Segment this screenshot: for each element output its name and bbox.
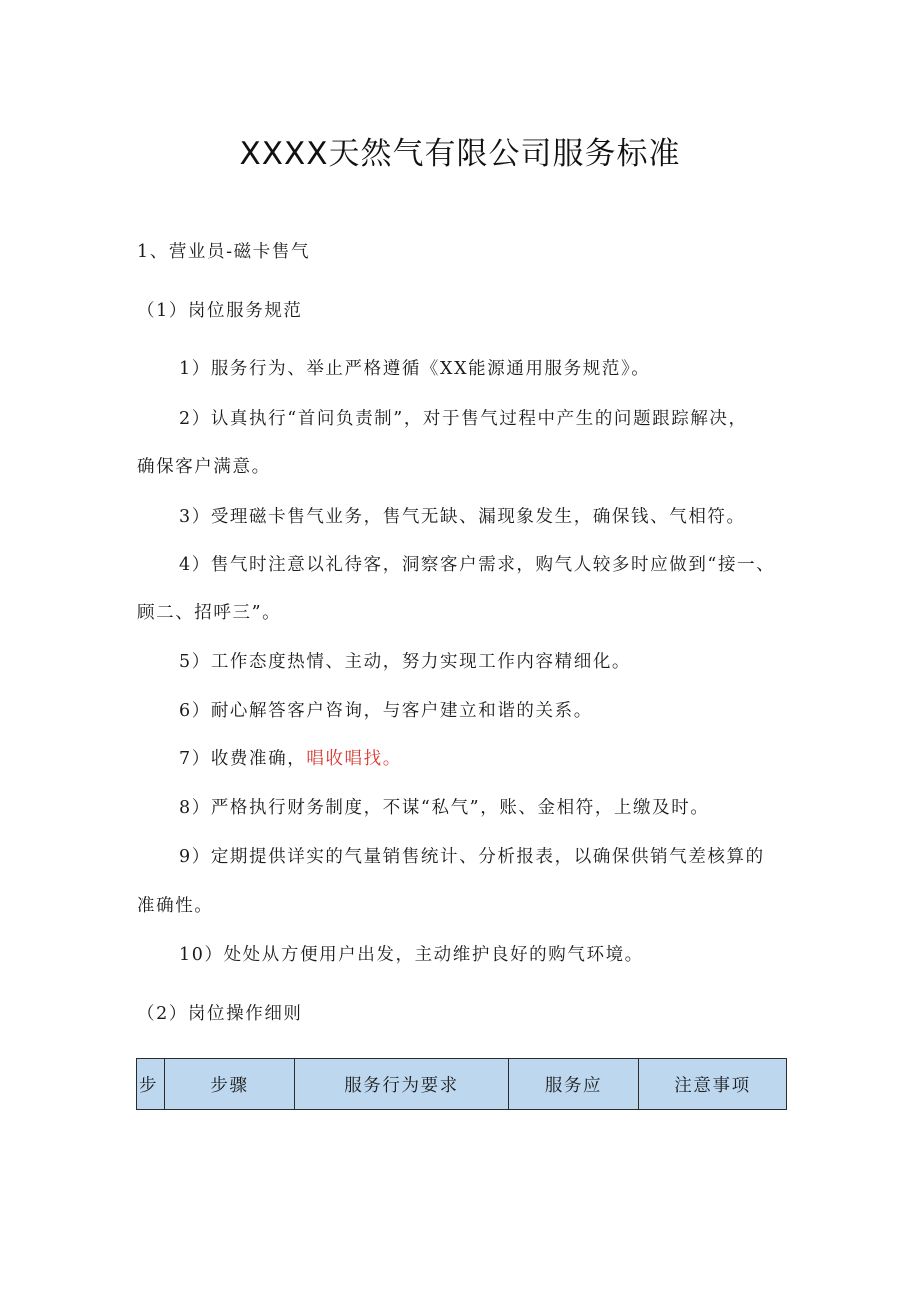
- table-header-cell: 注意事项: [639, 1059, 787, 1110]
- section-heading: 1、营业员-磁卡售气: [137, 242, 311, 262]
- table-header-cell: 步: [137, 1059, 165, 1110]
- subsection-heading: （2）岗位操作细则: [137, 1004, 303, 1024]
- paragraph-line: 10）处处从方便用户出发，主动维护良好的购气环境。: [179, 945, 644, 965]
- paragraph-line: 4）售气时注意以礼待客，洞察客户需求，购气人较多时应做到“接一、: [179, 555, 776, 575]
- paragraph-line: 顾二、招呼三”。: [137, 603, 282, 623]
- paragraph-line: 6）耐心解答客户咨询，与客户建立和谐的关系。: [179, 701, 593, 721]
- paragraph-line: 8）严格执行财务制度，不谋“私气”，账、金相符，上缴及时。: [179, 798, 710, 818]
- paragraph-line: 准确性。: [137, 896, 214, 916]
- operation-table: [136, 1058, 786, 1110]
- table-header-cell: 服务行为要求: [295, 1059, 509, 1110]
- paragraph-text: 7）收费准确，: [179, 749, 307, 769]
- paragraph-line: 5）工作态度热情、主动，努力实现工作内容精细化。: [179, 652, 632, 672]
- table-header-cell: 步骤: [165, 1059, 295, 1110]
- paragraph-line: 1）服务行为、举止严格遵循《XX能源通用服务规范》。: [179, 359, 651, 379]
- subsection-heading: （1）岗位服务规范: [137, 301, 303, 321]
- paragraph-line: 3）受理磁卡售气业务，售气无缺、漏现象发生，确保钱、气相符。: [179, 507, 746, 527]
- paragraph-line: 9）定期提供详实的气量销售统计、分析报表，以确保供销气差核算的: [179, 847, 765, 867]
- table-header-row: [137, 1059, 787, 1110]
- paragraph-line: 确保客户满意。: [137, 457, 271, 477]
- document-title: XXXX天然气有限公司服务标准: [239, 136, 681, 172]
- paragraph-line: 2）认真执行“首问负责制”，对于售气过程中产生的问题跟踪解决，: [179, 409, 748, 429]
- highlighted-text: 唱收唱找。: [306, 749, 402, 769]
- paragraph-line: [179, 747, 402, 771]
- table-header-cell: 服务应: [509, 1059, 639, 1110]
